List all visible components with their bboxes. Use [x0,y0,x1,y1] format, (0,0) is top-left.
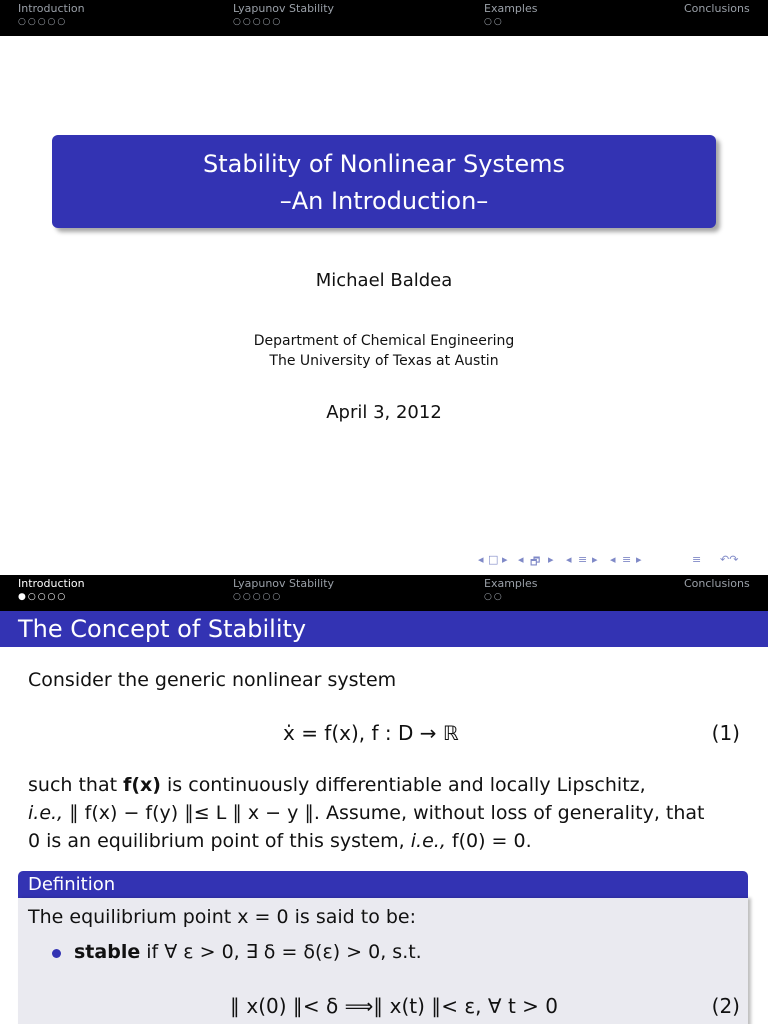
bullet-icon [52,949,61,958]
equation-2-number: (2) [711,994,740,1018]
next-frame-icon[interactable]: ▸ [548,553,554,566]
paragraph-text: 0 is an equilibrium point of this system, [28,830,411,852]
lipschitz-condition: ∥ f(x) − f(y) ∥≤ L ∥ x − y ∥. Assume, without loss of generality, that [63,802,705,824]
nav-section-lyapunov-stability[interactable]: Lyapunov Stability [233,577,335,590]
equation-1-expression: ẋ = f(x), f : D → ℝ [283,721,459,745]
intro-text: Consider the generic nonlinear system [28,669,397,691]
nav-section-lyapunov-stability[interactable]: Lyapunov Stability [233,2,335,15]
toc-icon[interactable]: ≡ [692,553,702,566]
paragraph-text: is continuously differentiable and locally Lipschitz, [160,774,646,796]
assumption-paragraph [28,771,748,855]
prev-section-icon[interactable]: ◂ [610,553,616,566]
definition-text: The equilibrium point x = 0 is said to be: [28,906,417,928]
next-slide-icon[interactable]: ▸ [502,553,508,566]
ie-text: i.e., [28,802,64,824]
next-subsection-icon[interactable]: ▸ [592,553,598,566]
affiliation [0,331,768,371]
section-icon[interactable]: ≡ [622,553,632,566]
title-line-2: –An Introduction– [279,187,489,215]
definition-block-header [18,871,748,898]
frame-title-bar [0,611,768,647]
subsection-icon[interactable]: ≡ [578,553,588,566]
paragraph-text: such that [28,774,124,796]
frame-icon[interactable]: 🗗 [530,555,541,568]
nav-section-examples[interactable]: Examples [484,577,538,590]
stable-condition: if ∀ ε > 0, ∃ δ = δ(ε) > 0, s.t. [140,941,422,963]
search-back-forward-icon[interactable]: ↶↷ [720,553,739,566]
next-section-icon[interactable]: ▸ [636,553,642,566]
paragraph-line-3 [28,827,748,855]
title-line-1: Stability of Nonlinear Systems [203,150,565,178]
bullet-stable [74,941,422,963]
function-fx: f(x) [123,774,161,796]
nav-dots-lyapunov-stability[interactable]: ○○○○○ [233,17,283,27]
prev-subsection-icon[interactable]: ◂ [566,553,572,566]
nav-section-introduction[interactable]: Introduction [18,577,85,590]
nav-dots-examples[interactable]: ○○ [484,592,504,602]
ie-text: i.e., [410,830,446,852]
beamer-navigation-controls [478,553,762,573]
author-name: Michael Baldea [315,270,453,291]
nav-dots-introduction[interactable]: ○○○○○ [18,17,68,27]
stable-term: stable [74,941,141,963]
frame-title: The Concept of Stability [18,615,307,643]
presentation-date: April 3, 2012 [326,402,442,423]
nav-section-introduction[interactable]: Introduction [18,2,85,15]
paragraph-line-1 [28,771,748,799]
prev-frame-icon[interactable]: ◂ [518,553,524,566]
title-box [52,135,716,228]
affiliation-line-2: The University of Texas at Austin [269,353,499,369]
affiliation-line-1: Department of Chemical Engineering [253,333,515,349]
nav-section-examples[interactable]: Examples [484,2,538,15]
nav-dots-examples[interactable]: ○○ [484,17,504,27]
equilibrium-condition: f(0) = 0. [445,830,532,852]
concept-of-stability-slide [0,575,768,1024]
nav-section-conclusions[interactable]: Conclusions [684,2,750,15]
equation-1-number: (1) [711,721,740,745]
section-navbar [0,575,768,611]
nav-dots-lyapunov-stability[interactable]: ○○○○○ [233,592,283,602]
slide-icon[interactable]: □ [488,553,499,566]
equation-2-expression: ∥ x(0) ∥< δ ⟹∥ x(t) ∥< ε, ∀ t > 0 [230,994,558,1018]
prev-slide-icon[interactable]: ◂ [478,553,484,566]
section-navbar [0,0,768,36]
nav-dots-introduction[interactable]: ●○○○○ [18,592,68,602]
definition-title: Definition [28,874,116,895]
paragraph-line-2 [28,799,748,827]
nav-section-conclusions[interactable]: Conclusions [684,577,750,590]
